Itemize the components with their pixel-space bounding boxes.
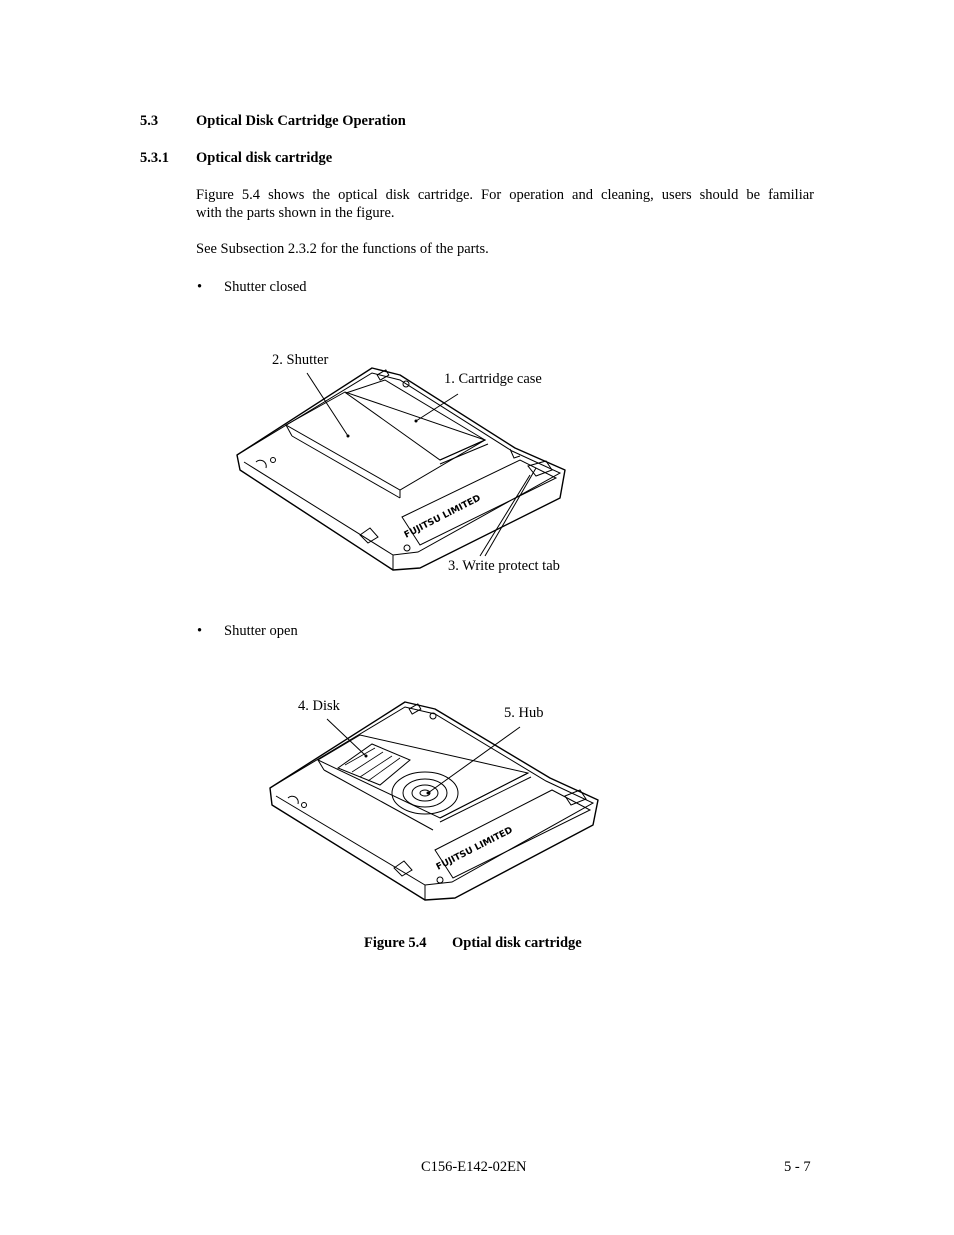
- reference-paragraph: See Subsection 2.3.2 for the functions of the parts.: [196, 241, 489, 257]
- subsection-title: Optical disk cartridge: [196, 150, 333, 166]
- footer-doc-id: C156-E142-02EN: [421, 1159, 527, 1175]
- figure-number: Figure 5.4: [364, 935, 427, 951]
- footer-page-number: 5 - 7: [784, 1159, 811, 1175]
- section-number: 5.3: [140, 113, 159, 129]
- label-write-protect-tab: 3. Write protect tab: [448, 558, 560, 574]
- label-disk: 4. Disk: [298, 698, 340, 714]
- section-title: Optical Disk Cartridge Operation: [196, 113, 406, 129]
- label-cartridge-case: 1. Cartridge case: [444, 371, 542, 387]
- figure-caption: Optial disk cartridge: [452, 935, 582, 951]
- brand-text-closed: FUJITSU LIMITED: [402, 493, 483, 541]
- bullet-symbol: •: [197, 279, 203, 295]
- label-shutter: 2. Shutter: [272, 352, 329, 368]
- subsection-number: 5.3.1: [140, 150, 169, 166]
- brand-text-open: FUJITSU LIMITED: [434, 825, 515, 873]
- intro-line-1: Figure 5.4 shows the optical disk cartridge. For operation and cleaning, users should be familiar: [196, 187, 814, 203]
- bullet-shutter-open: Shutter open: [224, 623, 298, 639]
- bullet-symbol-2: •: [197, 623, 203, 639]
- label-hub: 5. Hub: [504, 705, 544, 721]
- bullet-shutter-closed: Shutter closed: [224, 279, 307, 295]
- intro-line-2: with the parts shown in the figure.: [196, 205, 395, 221]
